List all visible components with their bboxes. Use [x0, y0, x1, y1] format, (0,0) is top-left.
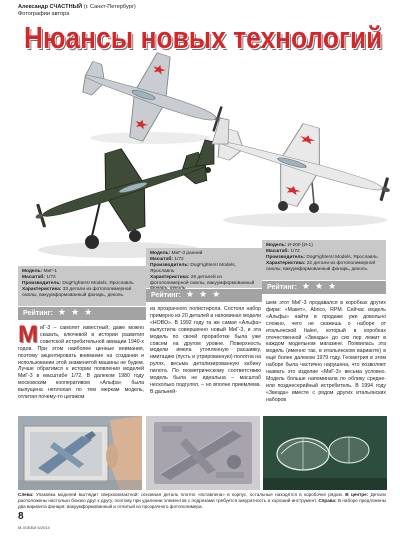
article-text: шем этот МиГ-3 продавался в коробках других фирм: «Макет», Abrico, RPM. Сейчас модель «Альфы» найти в продаже уже довольно сложно, чего не скажешь о наборе от итальянской Italeri, который в коробках отечественной «Звезды» до сих пор лежит в каждом модельном магазине. Появилась эта модель (именно так, в итальянском варианте) в ещё более далеком 1979 году. Геометрия в этом наборе была частично нарушена, что позволяет назвать это изделие «МиГ-3» весьма условно. Модель больше напоминала по облику средне- или позднесерийный истребитель. В 1994 году «Звезда» вместе с рядом других итальянских наборов	[266, 300, 386, 403]
wheel	[278, 201, 288, 211]
wheel	[309, 203, 319, 213]
article-column-2	[150, 306, 261, 412]
spec-box-i200	[262, 240, 386, 280]
rating-label: Рейтинг:	[151, 292, 181, 299]
caption-text-center: Детали расположены настолько близко друг к другу, поэтому при удалении элементов с подрезами требуется аккуратность и хороший инструмент.	[18, 492, 386, 503]
byline	[18, 4, 136, 18]
spec-features-label: Характеристика:	[266, 260, 306, 266]
caption-text-left: Упаковка моделей выглядит сверхкомпактной: основная деталь плотно «вставлена» в корпус, остальные находятся в коробочке рядом.	[35, 492, 343, 497]
rating-label: Рейтинг:	[267, 284, 297, 291]
spec-maker-value: DogFighters! Models, Ярославль	[306, 254, 378, 260]
spec-maker-label: Производитель:	[266, 254, 305, 260]
caption-text-right: В наборе предложены два варианта фонаря: вакуумформованный и отлитый из прозрачного фотополимера.	[18, 497, 386, 509]
spec-features-row	[22, 287, 142, 299]
spec-scale-value: 1/72	[46, 274, 56, 280]
rating-stars	[53, 310, 92, 317]
page-number: 8	[18, 511, 24, 522]
rating-bar-i200	[262, 281, 386, 294]
photo-parts	[146, 416, 260, 490]
plane-model-mig3	[24, 127, 217, 257]
article-column-3	[266, 300, 386, 412]
photo-credit: Фотографии автора	[18, 11, 70, 17]
spec-scale-label: Масштаб:	[22, 274, 45, 280]
rating-star-icon: ★	[314, 282, 324, 292]
spec-model-label: Модель:	[22, 269, 43, 274]
wheel	[205, 167, 211, 173]
magazine-issue: М-ХОББИ 6/2014	[18, 525, 50, 530]
spec-scale-value: 1/72	[174, 256, 184, 262]
rating-bar-mig1	[18, 307, 146, 320]
rating-star-icon: ★	[185, 290, 194, 300]
author-city: (г. Санкт-Петербург)	[83, 4, 136, 10]
author-line	[18, 4, 136, 11]
article-text: иГ-3 – самолет известный, даже можно сказать, ключевой в истории развития советской истребительной авиации 1940-х годов. При этом наиболее ценные внимания, поэтому акцентировать внимание на создании и использовании этой знаменитой машины не будем. Лучше обратимся к истории появления моделей МиГ-3 в масштабе 1/72. В далеком 1980 году московским кооперативом «Альфа» была выпущена неплохая по тем меркам модель, отлитая почему-то целиком	[18, 325, 144, 401]
rating-stars	[181, 292, 220, 299]
spec-box-mig1	[18, 266, 146, 306]
author-name: Александр СЧАСТНЫЙ	[18, 4, 83, 10]
article-column-1	[18, 321, 144, 412]
spec-model-value: МиГ-3 ранний	[171, 251, 203, 256]
spec-maker-value: DogFighters! Models, Ярославль	[150, 262, 236, 274]
spec-box-mig3	[146, 248, 262, 288]
article-text: из прозрачного полистирола. Состоял набор примерно из 20 деталей и напоминал модели «НОВО». В 1992 году та же самая «Альфа» выпустила совершенно новый МиГ-3, и эта модель по своей проработке была уже совсем на другом уровне. Поверхность модели имела утопленную расшивку, имитацию (пусть и утрированную) полотна на рулях, весьма детализированную кабину пилота. По геометрическому соответствию модель была не идеальна – масштаб несколько подгулял, – но вполне приемлема. В дальней-	[150, 306, 261, 395]
spec-model-label: Модель:	[266, 243, 287, 248]
rating-bar-mig3	[146, 289, 262, 302]
plane-shadow	[90, 132, 210, 144]
spec-maker-value: DogFighters! Models, Ярославль	[62, 280, 134, 286]
wheel	[85, 235, 99, 249]
spec-features-value: 22 детали из фотополимерной смолы, вакуумформованный фонарь, деколь.	[266, 260, 376, 272]
spec-scale-label: Масштаб:	[150, 256, 173, 262]
rating-star-icon: ★	[198, 290, 208, 300]
spec-features-row	[266, 261, 382, 273]
rating-stars	[297, 284, 336, 291]
spec-features-value: 29 деталей из фотополимерной смолы, вакуумформованный	[150, 274, 255, 286]
drop-cap: М	[18, 321, 38, 348]
photo-canopies	[263, 416, 387, 490]
plane-model-i200	[208, 103, 400, 230]
rating-star-icon: ★	[57, 308, 66, 318]
spec-model-value: МиГ-1	[43, 269, 58, 274]
rating-label: Рейтинг:	[23, 310, 53, 317]
spec-maker-label: Производитель:	[22, 280, 61, 286]
spec-scale-value: 1/72	[290, 248, 300, 254]
rating-star-icon: ★	[84, 308, 93, 318]
photo-packaging	[18, 416, 142, 490]
spec-maker-row	[150, 263, 258, 275]
spec-model-value: И-200 (И-1)	[287, 243, 313, 248]
rating-star-icon: ★	[70, 308, 80, 318]
caption-label-left: Слева:	[18, 492, 34, 497]
wheel	[129, 230, 141, 242]
caption-label-right: Справа:	[318, 497, 337, 503]
rating-star-icon: ★	[212, 290, 221, 300]
spec-scale-label: Масштаб:	[266, 248, 289, 254]
spec-model-label: Модель:	[150, 251, 171, 256]
spec-maker-label: Производитель:	[150, 262, 189, 268]
spec-features-value: 33 детали из фотополимерной смолы, вакуумформованный фонарь, деколь.	[22, 286, 132, 298]
rating-star-icon: ★	[328, 282, 337, 292]
spec-features-label: Характеристика:	[150, 274, 190, 280]
rating-star-icon: ★	[301, 282, 310, 292]
photo-captions	[18, 492, 386, 510]
spec-features-label: Характеристика:	[22, 286, 62, 292]
plane-shadow	[223, 213, 387, 227]
article-title: Нюансы новых технологий	[24, 20, 383, 55]
caption-label-center: В центре:	[345, 492, 369, 497]
